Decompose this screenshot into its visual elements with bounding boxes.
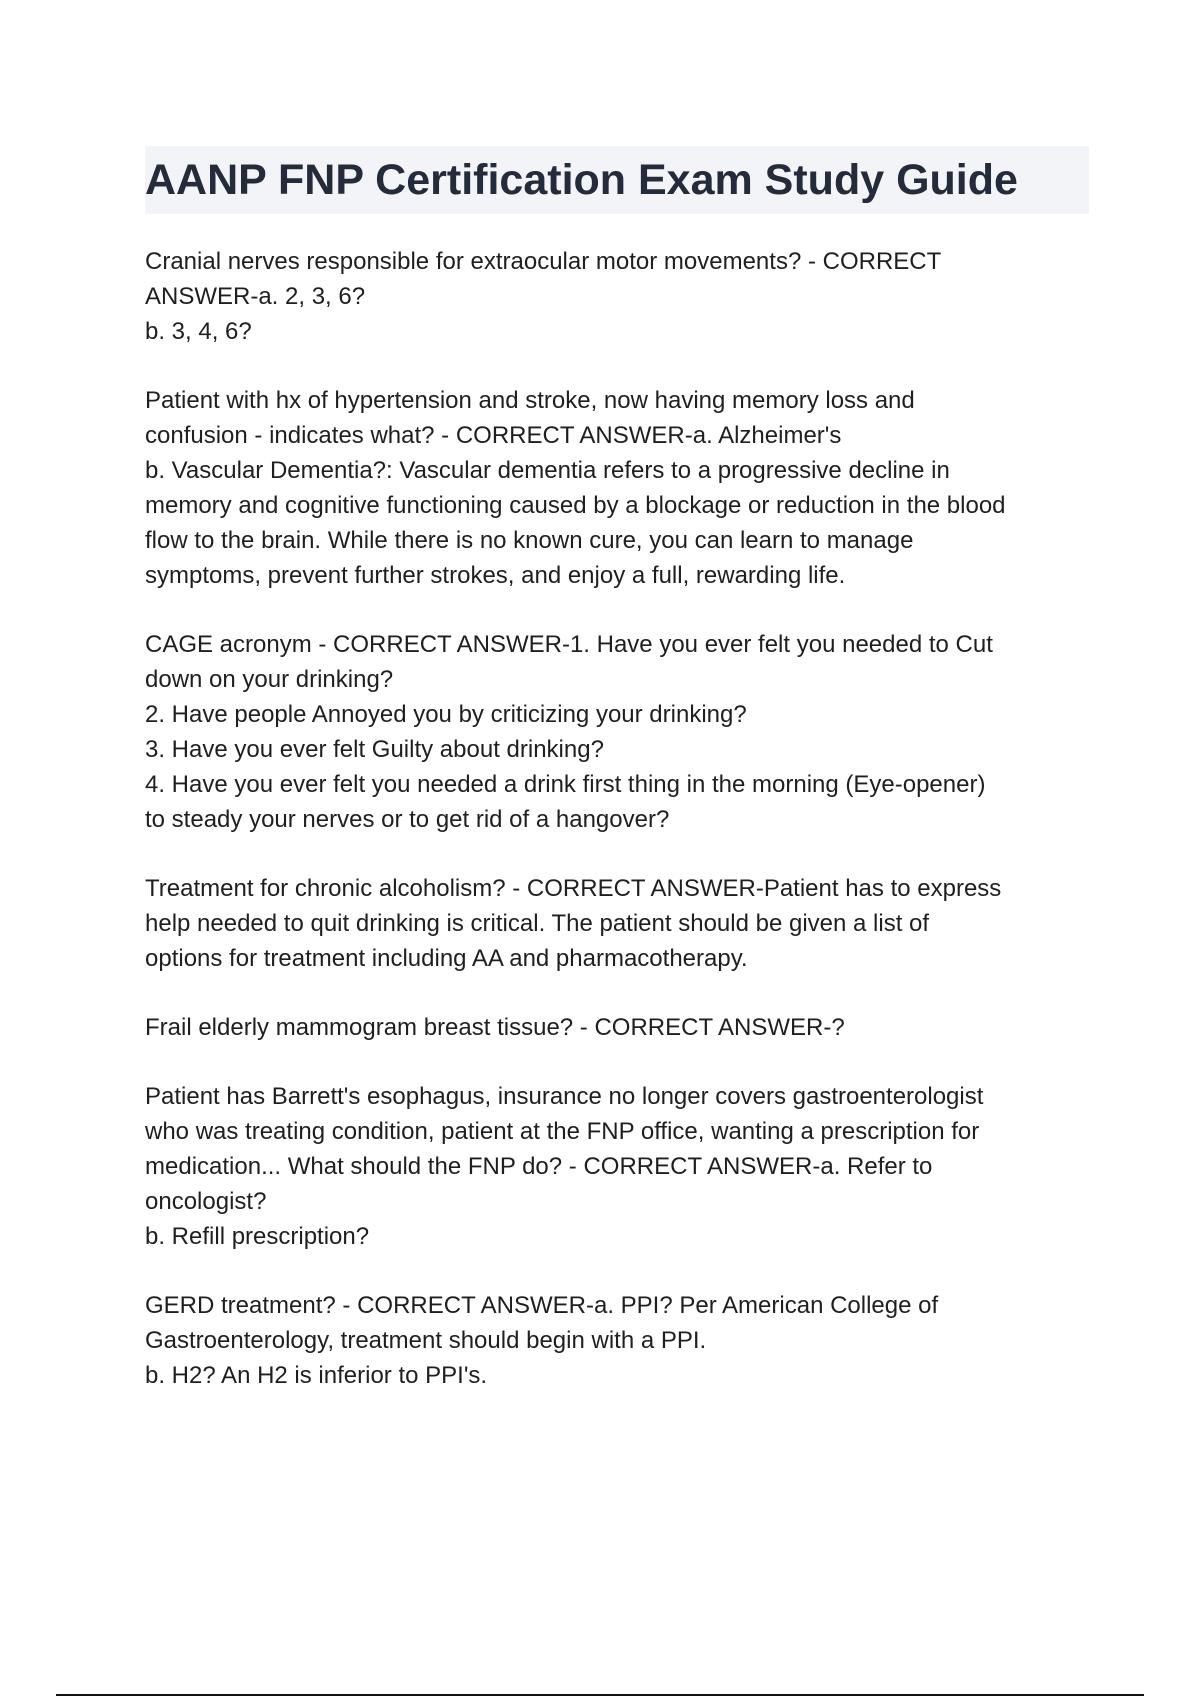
qa-text-line: options for treatment including AA and pharmacotherapy. [145, 945, 748, 972]
qa-text-line: Gastroenterology, treatment should begin with a PPI. [145, 1327, 707, 1354]
qa-text-line: Patient with hx of hypertension and stroke, now having memory loss and [145, 387, 915, 414]
qa-text-line: GERD treatment? - CORRECT ANSWER-a. PPI? Per American College of [145, 1292, 939, 1319]
qa-entry [145, 1079, 1095, 1254]
qa-text-line: who was treating condition, patient at the FNP office, wanting a prescription for [145, 1118, 980, 1145]
qa-text-line: symptoms, prevent further strokes, and enjoy a full, rewarding life. [145, 562, 846, 589]
qa-text-line: Frail elderly mammogram breast tissue? - CORRECT ANSWER-? [145, 1014, 845, 1041]
qa-entry [145, 871, 1095, 976]
qa-text-line: Treatment for chronic alcoholism? - CORRECT ANSWER-Patient has to express [145, 875, 1002, 902]
qa-text-line: 2. Have people Annoyed you by criticizing your drinking? [145, 701, 747, 728]
qa-text-line: 4. Have you ever felt you needed a drink first thing in the morning (Eye-opener) [145, 771, 986, 798]
qa-text-line: flow to the brain. While there is no known cure, you can learn to manage [145, 527, 914, 554]
qa-text-line: Cranial nerves responsible for extraocular motor movements? - CORRECT [145, 248, 942, 275]
qa-text-line: b. Refill prescription? [145, 1223, 370, 1250]
qa-entry [145, 383, 1095, 593]
qa-text-line: help needed to quit drinking is critical. The patient should be given a list of [145, 910, 930, 937]
qa-text-line: b. H2? An H2 is inferior to PPI's. [145, 1362, 488, 1389]
qa-text-line: confusion - indicates what? - CORRECT ANSWER-a. Alzheimer's [145, 422, 842, 449]
qa-entry [145, 1288, 1095, 1393]
qa-text-line: to steady your nerves or to get rid of a hangover? [145, 806, 670, 833]
qa-text-line: down on your drinking? [145, 666, 394, 693]
qa-text-line: CAGE acronym - CORRECT ANSWER-1. Have you ever felt you needed to Cut [145, 631, 993, 658]
qa-text-line: 3. Have you ever felt Guilty about drinking? [145, 736, 604, 763]
qa-text-line: medication... What should the FNP do? - CORRECT ANSWER-a. Refer to [145, 1153, 933, 1180]
qa-entry [145, 1010, 1095, 1045]
qa-text-line: b. Vascular Dementia?: Vascular dementia refers to a progressive decline in [145, 457, 950, 484]
qa-text-line: oncologist? [145, 1188, 267, 1215]
footer-divider [56, 1694, 1144, 1696]
qa-entry [145, 244, 1095, 349]
document-title: AANP FNP Certification Exam Study Guide [145, 156, 1018, 204]
qa-entry [145, 627, 1095, 837]
qa-list [145, 244, 1095, 1427]
qa-text-line: b. 3, 4, 6? [145, 318, 252, 345]
qa-text-line: ANSWER-a. 2, 3, 6? [145, 283, 366, 310]
qa-text-line: Patient has Barrett's esophagus, insurance no longer covers gastroenterologist [145, 1083, 984, 1110]
qa-text-line: memory and cognitive functioning caused by a blockage or reduction in the blood [145, 492, 1006, 519]
